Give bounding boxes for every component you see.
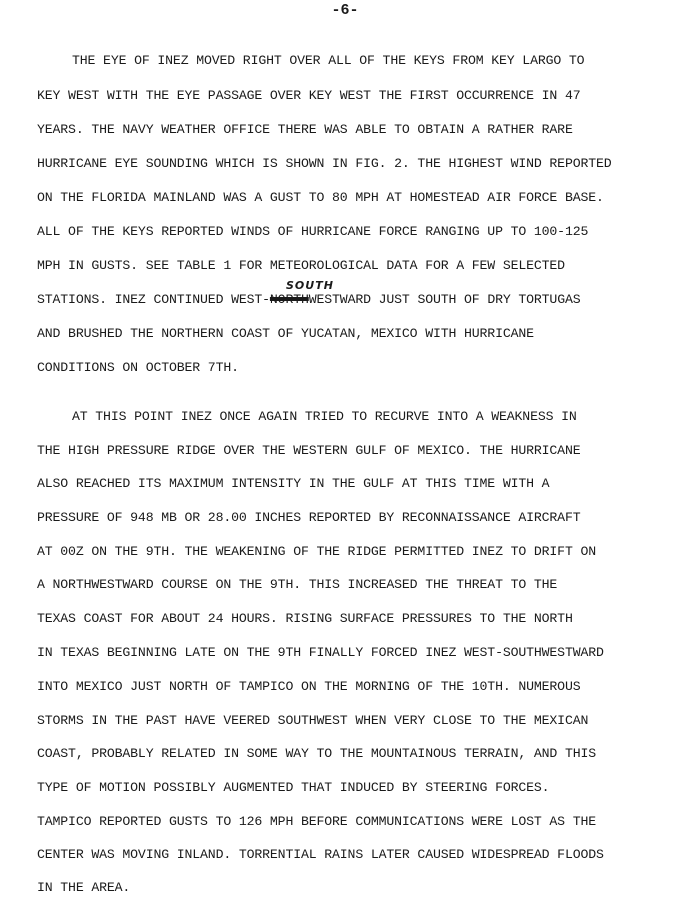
paragraph-1-line: KEY WEST WITH THE EYE PASSAGE OVER KEY WEST THE FIRST OCCURRENCE IN 47: [37, 88, 581, 103]
paragraph-2-line: AT 00Z ON THE 9TH. THE WEAKENING OF THE RIDGE PERMITTED INEZ TO DRIFT ON: [37, 544, 596, 559]
page-number: -6-: [331, 2, 359, 19]
paragraph-2-line: IN TEXAS BEGINNING LATE ON THE 9TH FINALLY FORCED INEZ WEST-SOUTHWESTWARD: [37, 645, 604, 660]
paragraph-1-line: AND BRUSHED THE NORTHERN COAST OF YUCATAN, MEXICO WITH HURRICANE: [37, 326, 534, 341]
paragraph-1-line: THE EYE OF INEZ MOVED RIGHT OVER ALL OF THE KEYS FROM KEY LARGO TO: [72, 53, 585, 68]
paragraph-1-line: YEARS. THE NAVY WEATHER OFFICE THERE WAS ABLE TO OBTAIN A RATHER RARE: [37, 122, 573, 137]
paragraph-2-line: A NORTHWESTWARD COURSE ON THE 9TH. THIS INCREASED THE THREAT TO THE: [37, 577, 558, 592]
line-text-end: WESTWARD JUST SOUTH OF DRY TORTUGAS: [308, 292, 581, 307]
paragraph-2-line: CENTER WAS MOVING INLAND. TORRENTIAL RAINS LATER CAUSED WIDESPREAD FLOODS: [37, 847, 604, 862]
paragraph-1-line: [37, 292, 580, 308]
paragraph-1-line: HURRICANE EYE SOUNDING WHICH IS SHOWN IN FIG. 2. THE HIGHEST WIND REPORTED: [37, 156, 612, 171]
paragraph-2-line: THE HIGH PRESSURE RIDGE OVER THE WESTERN GULF OF MEXICO. THE HURRICANE: [37, 443, 581, 458]
line-text-start: STATIONS. INEZ CONTINUED WEST-: [37, 292, 270, 307]
paragraph-2-line: TAMPICO REPORTED GUSTS TO 126 MPH BEFORE COMMUNICATIONS WERE LOST AS THE: [37, 814, 596, 829]
paragraph-1-line: CONDITIONS ON OCTOBER 7TH.: [37, 360, 239, 375]
paragraph-2-line: PRESSURE OF 948 MB OR 28.00 INCHES REPORTED BY RECONNAISSANCE AIRCRAFT: [37, 510, 581, 525]
paragraph-2-line: ALSO REACHED ITS MAXIMUM INTENSITY IN THE GULF AT THIS TIME WITH A: [37, 476, 550, 491]
paragraph-2-line: TYPE OF MOTION POSSIBLY AUGMENTED THAT INDUCED BY STEERING FORCES.: [37, 780, 550, 795]
handwritten-insert: SOUTH: [286, 279, 334, 292]
paragraph-2-line: STORMS IN THE PAST HAVE VEERED SOUTHWEST WHEN VERY CLOSE TO THE MEXICAN: [37, 713, 589, 728]
paragraph-1-line: ON THE FLORIDA MAINLAND WAS A GUST TO 80 MPH AT HOMESTEAD AIR FORCE BASE.: [37, 190, 604, 205]
paragraph-1-line: ALL OF THE KEYS REPORTED WINDS OF HURRICANE FORCE RANGING UP TO 100-125: [37, 224, 589, 239]
paragraph-2-line: IN THE AREA.: [37, 880, 131, 895]
paragraph-2-line: TEXAS COAST FOR ABOUT 24 HOURS. RISING SURFACE PRESSURES TO THE NORTH: [37, 611, 573, 626]
paragraph-2-line: INTO MEXICO JUST NORTH OF TAMPICO ON THE MORNING OF THE 10TH. NUMEROUS: [37, 679, 581, 694]
paragraph-1-line: MPH IN GUSTS. SEE TABLE 1 FOR METEOROLOGICAL DATA FOR A FEW SELECTED: [37, 258, 565, 273]
paragraph-2-line: AT THIS POINT INEZ ONCE AGAIN TRIED TO RECURVE INTO A WEAKNESS IN: [72, 409, 577, 424]
paragraph-2-line: COAST, PROBABLY RELATED IN SOME WAY TO THE MOUNTAINOUS TERRAIN, AND THIS: [37, 746, 596, 761]
struck-out-word: NORTH: [269, 292, 309, 307]
